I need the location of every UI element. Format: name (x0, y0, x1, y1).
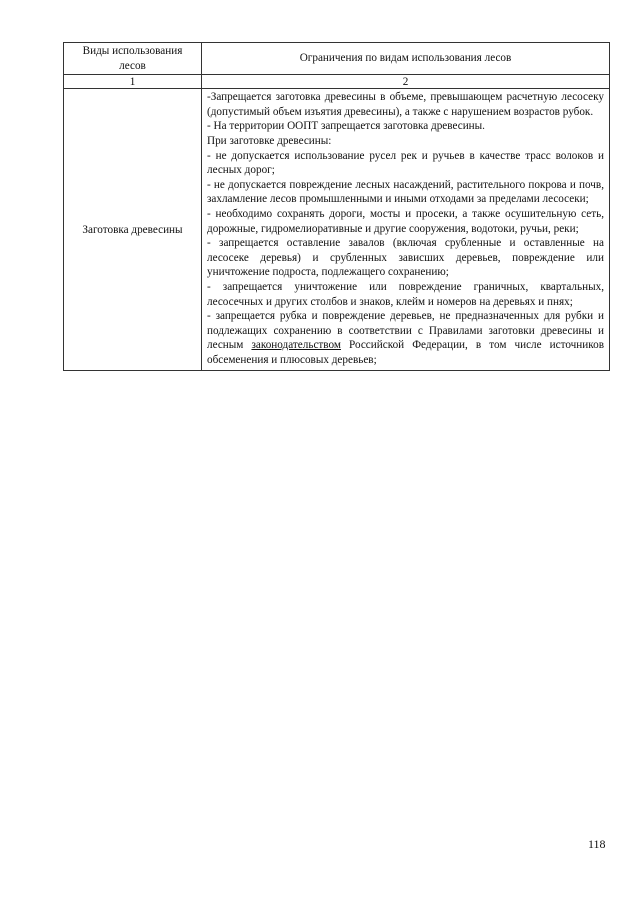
forest-use-restrictions-table (63, 42, 610, 371)
header-restrictions: Ограничения по видам использования лесов (202, 43, 610, 75)
restriction-paragraph: - запрещается оставление завалов (включая срубленные и оставленные на лесосеке деревья) и срубленных зависших деревьев, повреждение или уничтожение подроста, подлежащего сохранению; (207, 237, 604, 279)
column-number-2: 2 (202, 75, 610, 89)
restriction-paragraph: -Запрещается заготовка древесины в объеме, превышающем расчетную лесосеку (допустимый объем изъятия древесины), а также с нарушением возрастов рубок. (207, 91, 604, 118)
restriction-paragraph: - необходимо сохранять дороги, мосты и просеки, а также осушительную сеть, дорожные, гидромелиоративные и другие сооружения, водотоки, ручьи, реки; (207, 207, 604, 235)
restriction-text-before-link: - запрещается рубка и повреждение деревьев, не предназначенных для рубки и подлежащих сохранению в соответствии с Правилами заготовки древесины и лесным (207, 310, 604, 352)
table-header-row (64, 43, 610, 75)
legislation-link[interactable]: законодательством (251, 339, 341, 352)
restriction-paragraph: - не допускается использование русел рек и ручьев в качестве трасс волоков и лесных дорог; (207, 149, 604, 177)
forest-use-type-cell: Заготовка древесины (64, 89, 202, 371)
column-number-1: 1 (64, 75, 202, 89)
table-numbering-row (64, 75, 610, 89)
restriction-text-after-link: Российской Федерации, в том числе источников обсеменения и плюсовых деревьев; (207, 339, 604, 366)
restriction-paragraph: - не допускается повреждение лесных насаждений, растительного покрова и почв, захламление лесов промышленными и иными отходами за пределами лесосеки; (207, 178, 604, 206)
page-number: 118 (588, 837, 606, 851)
restriction-paragraph: - На территории ООПТ запрещается заготовка древесины. (207, 120, 485, 133)
table-row (64, 89, 610, 371)
restriction-paragraph: При заготовке древесины: (207, 134, 332, 147)
restrictions-cell (202, 89, 610, 371)
restriction-paragraph-last (207, 309, 604, 367)
restriction-paragraph: - запрещается уничтожение или повреждение граничных, квартальных, лесосечных и других столбов и знаков, клейм и номеров на деревьях и пнях; (207, 280, 604, 308)
header-forest-use-types: Виды использования лесов (64, 43, 202, 75)
